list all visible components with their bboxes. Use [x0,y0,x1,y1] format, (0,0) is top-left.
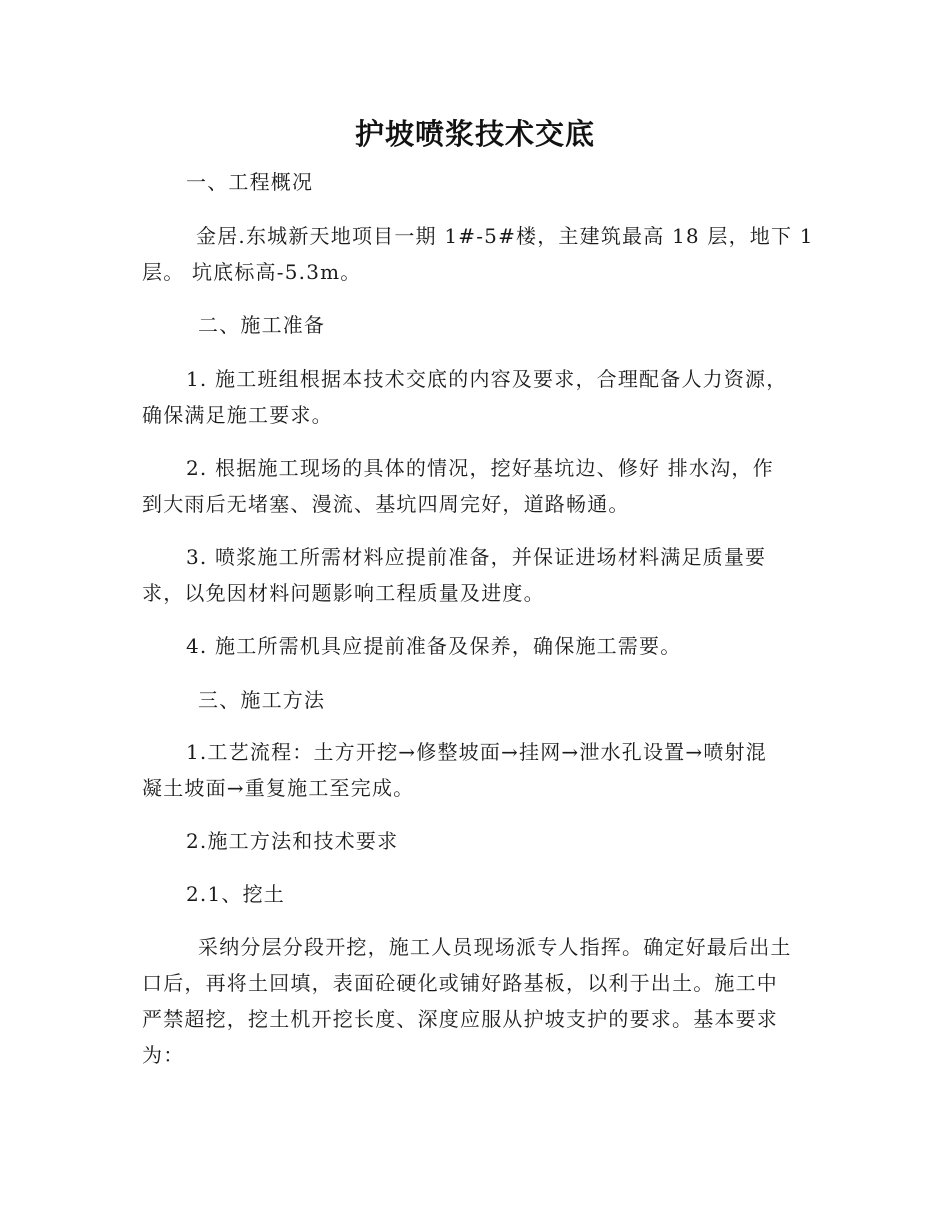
excavation-text-line-1: 采纳分层分段开挖，施工人员现场派专人指挥。确定好最后出土 [198,935,792,959]
subsection-heading-methods: 2.施工方法和技术要求 [186,829,399,853]
process-flow-line-2: 凝土坡面→重复施工至完成。 [142,776,415,800]
excavation-text-line-4: 为： [142,1043,185,1067]
section-heading-preparation: 二、施工准备 [198,313,326,337]
section-heading-method: 三、施工方法 [198,688,326,712]
prep-item-3-line-1: 3. 喷浆施工所需材料应提前准备，并保证进场材料满足质量要 [186,545,767,569]
excavation-text-line-3: 严禁超挖，挖土机开挖长度、深度应服从护坡支护的要求。基本要求 [142,1007,778,1031]
document-title: 护坡喷浆技术交底 [354,117,595,151]
subsection-heading-excavation: 2.1、挖土 [186,882,286,906]
prep-item-3-line-2: 求，以免因材料问题影响工程质量及进度。 [142,581,545,605]
prep-item-2-line-2: 到大雨后无堵塞、漫流、基坑四周完好，道路畅通。 [142,492,630,516]
prep-item-2-line-1: 2. 根据施工现场的具体的情况，挖好基坑边、修好 排水沟，作 [186,456,774,480]
excavation-text-line-2: 口后，再将土回填，表面砼硬化或铺好路基板，以利于出土。施工中 [142,971,778,995]
overview-text-line-2: 层。 坑底标高-5.3m。 [142,260,362,284]
prep-item-1-line-1: 1. 施工班组根据本技术交底的内容及要求，合理配备人力资源， [186,367,788,391]
overview-text-line-1: 金居.东城新天地项目一期 1#-5#楼，主建筑最高 18 层，地下 1 [196,224,814,248]
section-heading-overview: 一、工程概况 [186,170,314,194]
prep-item-1-line-2: 确保满足施工要求。 [142,403,333,427]
process-flow-line-1: 1.工艺流程：土方开挖→修整坡面→挂网→泄水孔设置→喷射混 [186,740,767,764]
prep-item-4: 4. 施工所需机具应提前准备及保养，确保施工需要。 [186,634,682,658]
